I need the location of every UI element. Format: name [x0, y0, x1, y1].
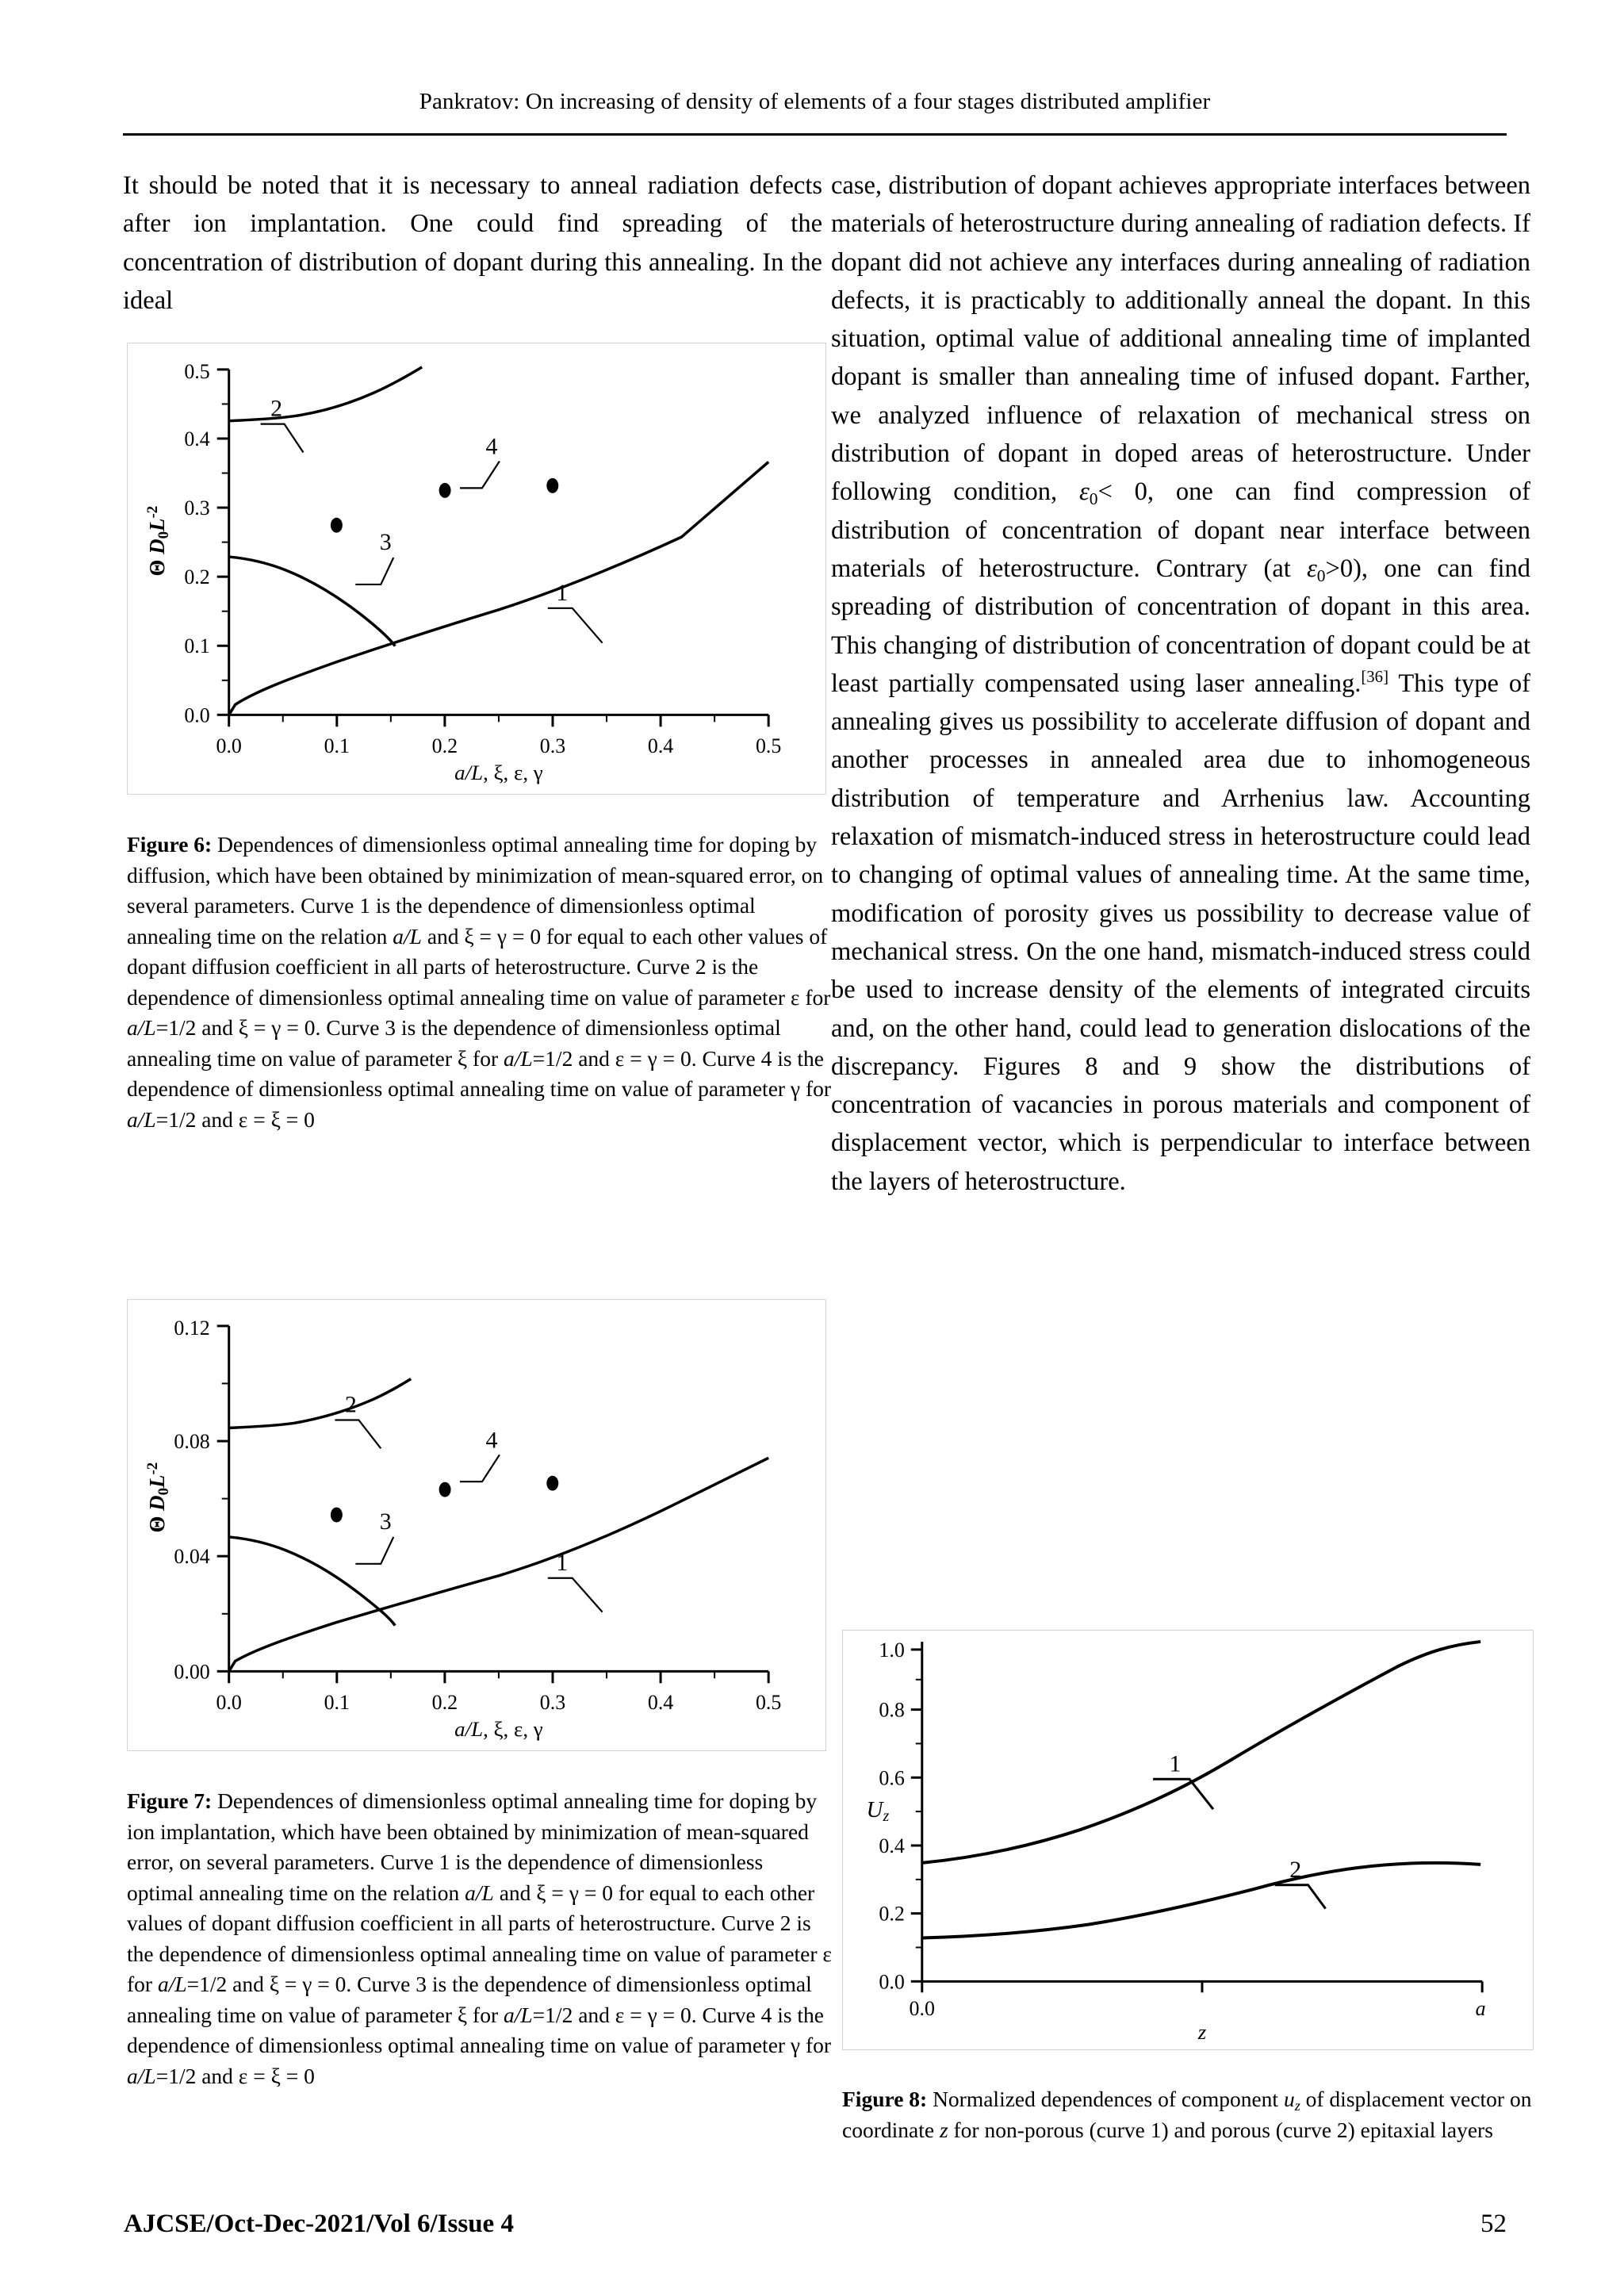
rp1-part1: case, distribution of dopant achieves appropriate interfaces between materials of heterostructure during annealing of radiation defects. If dopant did not achieve any interfaces during annealing of radiation defects, it is practicably to additionally anneal the dopant. In this situation, optimal value of additional annealing time of implanted dopant is smaller than annealing time of infused dopant. Farther, we analyzed influence of relaxation of mechanical stress on distribution of dopant in doped areas of heterostructure. Under following condition, [831, 171, 1530, 507]
fig8-x-axis-label: z [1197, 2020, 1207, 2045]
figure-7-al-1: a/L [465, 1880, 494, 1905]
eps-symbol-1: ε [1078, 477, 1090, 507]
fig7-leader-1 [548, 1578, 603, 1612]
fig6-curve-1 [229, 462, 768, 715]
fig7-curve-1 [229, 1458, 768, 1671]
fig6-xtick-2: 0.2 [431, 734, 458, 758]
figure-7-caption-e: =1/2 and ε = ξ = 0 [155, 2063, 315, 2088]
fig6-y-axis-label: Θ D0L-2 [144, 505, 172, 577]
fig7-ytick-2: 0.08 [174, 1430, 210, 1454]
figure-6-caption-c: =1/2 and ξ = γ = 0. Curve 3 is the dependence of dimensionless optimal annealing time on value of parameter ξ for [127, 1015, 781, 1071]
fig8-ytick-1: 0.2 [879, 1902, 905, 1926]
fig7-leader-4 [460, 1455, 500, 1481]
fig6-curve-label-3: 3 [379, 529, 392, 556]
figure-7-caption-b: and ξ = γ = 0 for equal to each other values of dopant diffusion coefficient in all parts of heterostructure. Curve 2 is the dependence of dimensionless optimal annealing time on value of parameter ε for [127, 1880, 832, 1996]
fig6-xtick-5: 0.5 [755, 734, 782, 758]
fig6-xtick-3: 0.3 [539, 734, 566, 758]
fig6-x-axis-label: a/L, ξ, ε, γ [454, 761, 543, 785]
rp1-cond-gt: >0), one can find spreading of distribution of concentration of dopant in this area. This changing of distribution of concentration of dopant could be at least partially compensated using laser annealing. [831, 554, 1530, 698]
fig7-leader-2 [335, 1420, 381, 1448]
figure-6-al-2: a/L [127, 1015, 156, 1040]
citation-36: [36] [1361, 668, 1388, 687]
fig6-curve-label-1: 1 [556, 579, 569, 606]
figure-8-svg [843, 1631, 1533, 2049]
fig7-point-1 [331, 1508, 343, 1523]
figure-8-u-symbol: u [1283, 2087, 1295, 2111]
eps-sub-2: 0 [1316, 565, 1326, 585]
fig7-xtick-1: 0.1 [324, 1691, 350, 1715]
figure-6-caption-e: =1/2 and ε = ξ = 0 [155, 1106, 315, 1132]
fig7-curve-label-1: 1 [556, 1549, 569, 1576]
figure-7-svg [128, 1300, 825, 1750]
fig8-ytick-4: 0.8 [879, 1698, 905, 1722]
figure-6-caption-a: Dependences of dimensionless optimal annealing time for doping by diffusion, which have been obtained by minimization of mean-squared error, on several parameters. Curve 1 is the dependence of dimensionless optimal annealing time on the relation [127, 832, 824, 949]
fig8-xtick-0: 0.0 [909, 1997, 935, 2021]
fig7-curve-label-3: 3 [379, 1508, 392, 1535]
figure-7-plot [127, 1299, 826, 1751]
fig7-xtick-2: 0.2 [431, 1691, 458, 1715]
header-rule [123, 133, 1507, 136]
fig6-point-3 [546, 478, 558, 493]
fig7-xtick-4: 0.4 [647, 1691, 674, 1715]
eps-sub-1: 0 [1089, 489, 1098, 509]
eps-symbol-2: ε [1306, 554, 1317, 583]
rp1-cond-lt: < 0, one can find compression of distribution of concentration of dopant near interface between materials of heterostructure. Contrary (at [831, 477, 1530, 583]
fig8-curve-label-1: 1 [1169, 1750, 1182, 1777]
figure-7-caption-a: Dependences of dimensionless optimal annealing time for doping by ion implantation, which have been obtained by minimization of mean-squared error, on several parameters. Curve 1 is the dependence of dimensionless optimal annealing time on the relation [127, 1788, 818, 1905]
fig8-ytick-5: 1.0 [879, 1638, 905, 1662]
fig6-leader-2 [261, 424, 304, 453]
fig8-ytick-0: 0.0 [879, 1970, 905, 1994]
fig7-x-axis-label: a/L, ξ, ε, γ [454, 1717, 543, 1742]
figure-6-caption [127, 830, 833, 1135]
figure-6-caption-b: and ξ = γ = 0 for equal to each other values of dopant diffusion coefficient in all parts of heterostructure. Curve 2 is the dependence of dimensionless optimal annealing time on value of parameter ε for [127, 923, 831, 1010]
fig8-curve-2 [922, 1863, 1480, 1938]
fig6-leader-1 [548, 608, 603, 643]
fig8-ytick-2: 0.4 [879, 1834, 905, 1857]
figure-8-caption-b: of displacement vector on coordinate [842, 2087, 1532, 2142]
fig6-curve-2 [229, 367, 422, 421]
fig8-curve-label-2: 2 [1289, 1856, 1302, 1883]
footer-journal-line: AJCSE/Oct-Dec-2021/Vol 6/Issue 4 [124, 2210, 514, 2238]
figure-8-z-symbol: z [939, 2117, 948, 2142]
figure-6-al-4: a/L [127, 1106, 156, 1132]
figure-7-caption [127, 1786, 833, 2091]
fig8-xtick-a: a [1475, 1997, 1486, 2021]
footer-page-number: 52 [1480, 2210, 1507, 2238]
fig6-ytick-5: 0.5 [184, 359, 210, 383]
figure-6-svg [128, 343, 825, 794]
fig7-point-2 [439, 1482, 451, 1497]
fig6-xtick-4: 0.4 [647, 734, 674, 758]
fig7-xtick-5: 0.5 [755, 1691, 782, 1715]
figure-7-caption-c: =1/2 and ξ = γ = 0. Curve 3 is the dependence of dimensionless optimal annealing time on value of parameter ξ for [127, 1972, 812, 2027]
left-paragraph-1: It should be noted that it is necessary to anneal radiation defects after ion implantation. One could find spreading of the concentration of distribution of dopant during this annealing. In the ideal [123, 171, 822, 315]
fig6-curve-3 [229, 557, 396, 646]
fig6-ytick-4: 0.4 [184, 427, 210, 450]
figure-6-al-3: a/L [503, 1045, 533, 1071]
figure-6-al-1: a/L [393, 923, 422, 949]
fig6-ytick-0: 0.0 [184, 703, 210, 727]
running-head: Pankratov: On increasing of density of elements of a four stages distributed amplifier [419, 89, 1211, 114]
rp1-part2: This type of annealing gives us possibility to accelerate diffusion of dopant and another processes in annealed area due to inhomogeneous distribution of temperature and Arrhenius law. Accounting relaxation of mismatch-induced stress in heterostructure could lead to changing of optimal values of annealing time. At the same time, modification of porosity gives us possibility to decrease value of mechanical stress. On the one hand, mismatch-induced stress could be used to increase density of the elements of integrated circuits and, on the other hand, could lead to generation dislocations of the discrepancy. Figures 8 and 9 show the distributions of concentration of vacancies in porous materials and component of displacement vector, which is perpendicular to interface between the layers of heterostructure. [831, 669, 1530, 1196]
fig7-xtick-3: 0.3 [539, 1691, 566, 1715]
figure-8-caption-c: for non-porous (curve 1) and porous (curve 2) epitaxial layers [948, 2117, 1493, 2142]
figure-8-u-sub: z [1294, 2098, 1300, 2114]
fig7-ytick-1: 0.04 [174, 1545, 210, 1569]
right-paragraph-1 [831, 167, 1530, 1201]
right-column [831, 167, 1530, 1201]
fig7-point-3 [546, 1476, 558, 1491]
figure-7-caption-label: Figure 7: [127, 1788, 213, 1813]
fig7-curve-label-2: 2 [344, 1391, 357, 1418]
fig6-xtick-1: 0.1 [324, 734, 350, 758]
fig6-ytick-2: 0.2 [184, 565, 210, 589]
fig6-leader-4 [460, 461, 500, 488]
fig6-point-2 [439, 483, 451, 498]
figure-6-caption-d: =1/2 and ε = γ = 0. Curve 4 is the dependence of dimensionless optimal annealing time on value of parameter γ for [127, 1045, 832, 1101]
fig7-ytick-0: 0.00 [174, 1660, 210, 1684]
fig8-leader-2 [1275, 1885, 1326, 1909]
figure-8-caption [842, 2084, 1540, 2145]
fig6-curve-label-2: 2 [270, 395, 283, 422]
fig7-leader-3 [355, 1537, 393, 1564]
fig6-ytick-1: 0.1 [184, 634, 210, 658]
fig7-y-axis-label: Θ D0L-2 [144, 1462, 172, 1533]
fig8-ytick-3: 0.6 [879, 1766, 905, 1790]
figure-7-al-3: a/L [503, 2002, 533, 2027]
fig6-ytick-3: 0.3 [184, 496, 210, 520]
figure-8-caption-label: Figure 8: [842, 2087, 928, 2111]
fig6-curve-label-4: 4 [485, 433, 498, 460]
figure-6-plot [127, 343, 826, 795]
fig8-curve-1 [922, 1642, 1480, 1863]
fig8-y-axis-label: Uz [866, 1797, 890, 1826]
fig7-ytick-3: 0.12 [174, 1316, 210, 1340]
fig6-leader-3 [355, 558, 393, 585]
left-column [123, 167, 822, 320]
fig8-leader-1 [1153, 1779, 1213, 1809]
figure-8-plot [842, 1630, 1534, 2050]
figure-7-al-4: a/L [127, 2063, 156, 2088]
figure-7-al-2: a/L [157, 1972, 187, 1996]
fig7-curve-2 [229, 1379, 411, 1428]
figure-7-caption-d: =1/2 and ε = γ = 0. Curve 4 is the dependence of dimensionless optimal annealing time on value of parameter γ for [127, 2002, 832, 2057]
fig7-curve-label-4: 4 [485, 1427, 498, 1454]
fig6-xtick-0: 0.0 [216, 734, 242, 758]
figure-6-caption-label: Figure 6: [127, 832, 213, 857]
figure-8-caption-a: Normalized dependences of component [927, 2087, 1284, 2111]
fig6-point-1 [331, 518, 343, 533]
fig7-xtick-0: 0.0 [216, 1691, 242, 1715]
